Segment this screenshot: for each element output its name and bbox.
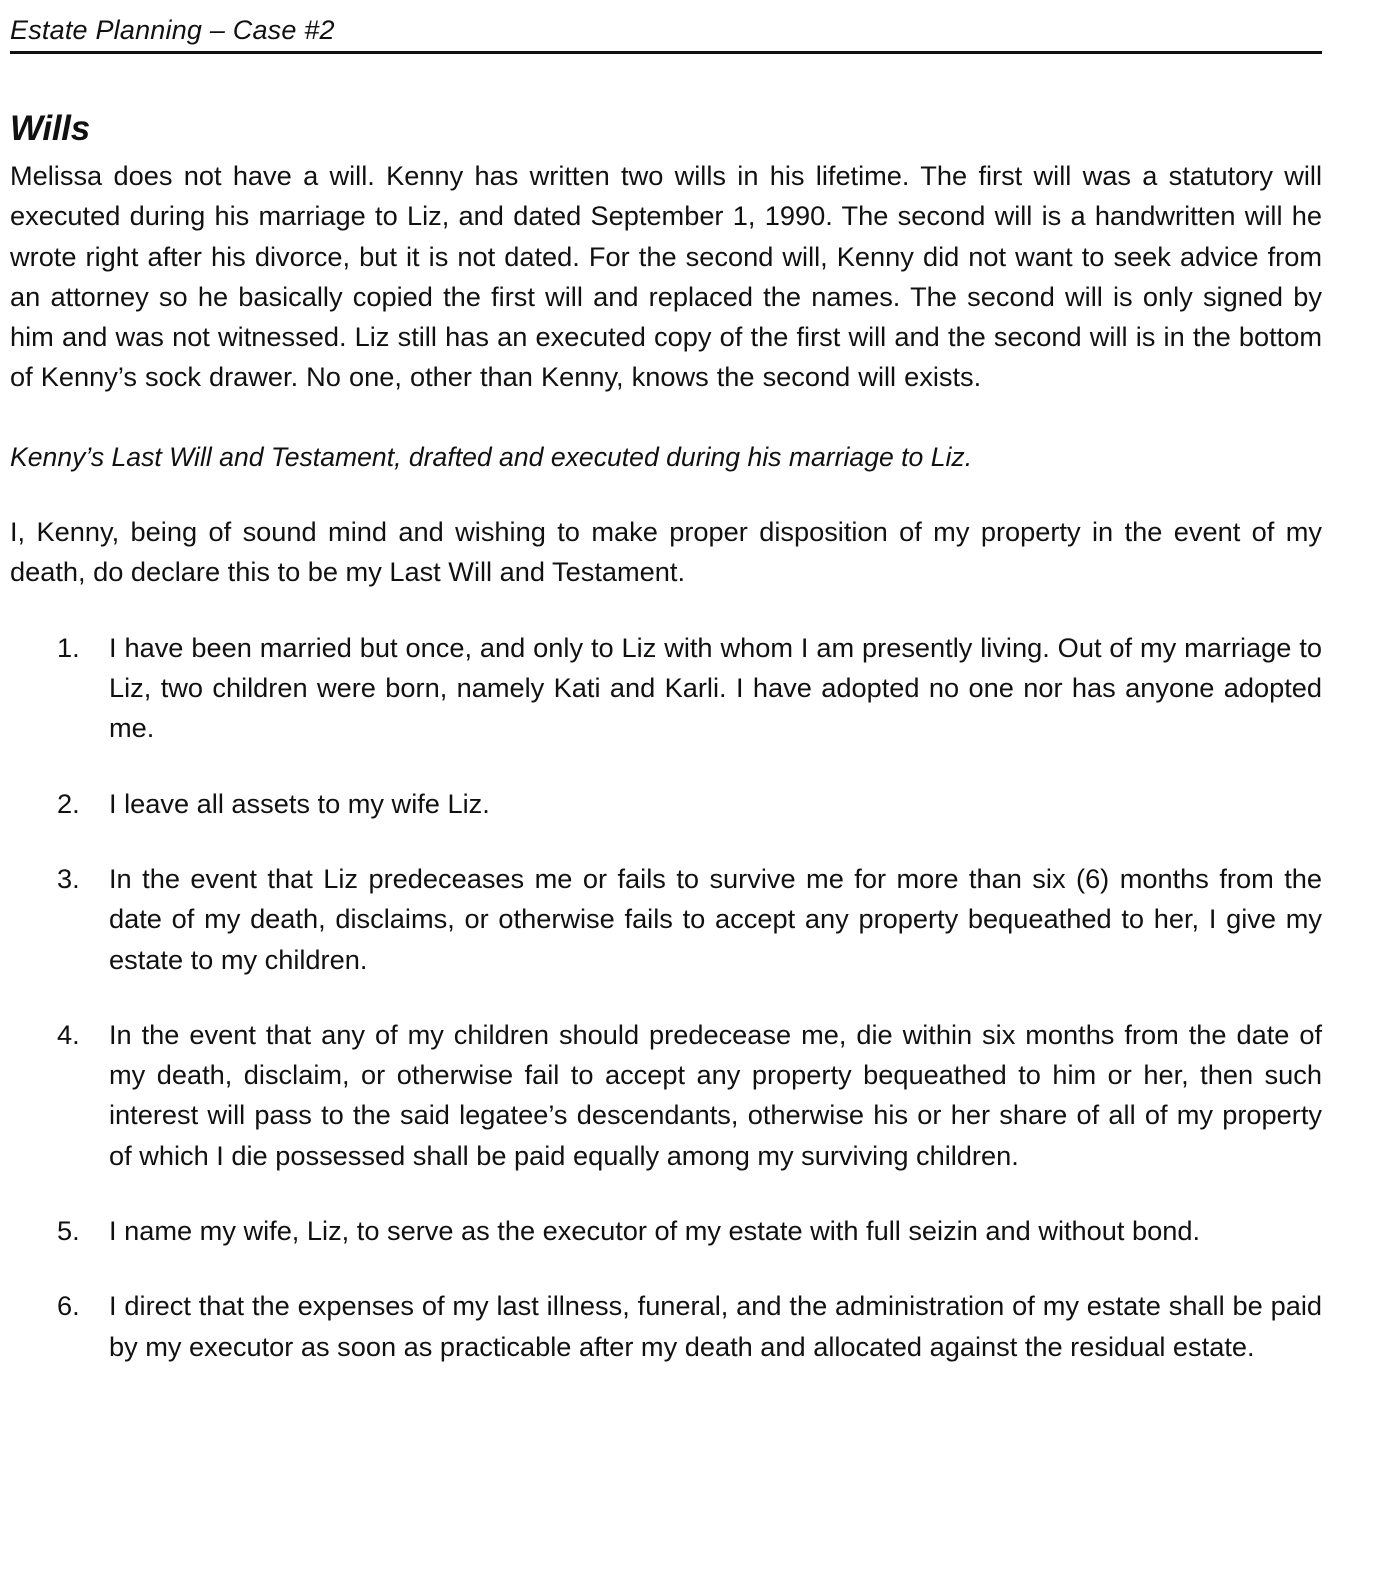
section-heading: Wills (10, 109, 90, 148)
section-body-paragraph: Melissa does not have a will. Kenny has written two wills in his lifetime. The first will was a statutory will executed during his marriage to Liz, and dated September 1, 1990. The second will is a handwritten will he wrote right after his divorce, but it is not dated. For the second will, Kenny did not want to seek advice from an attorney so he basically copied the first will and replaced the names. The second will is only signed by him and was not witnessed. Liz still has an executed copy of the first will and the second will is in the bottom of Kenny’s sock drawer. No one, other than Kenny, knows the second will exists. (10, 160, 1322, 393)
clause-number: 2. (57, 787, 80, 819)
clause-text: I name my wife, Liz, to serve as the executor of my estate with full seizin and without bond. (109, 1215, 1201, 1247)
running-header: Estate Planning – Case #2 (10, 0, 1322, 54)
clause-number: 3. (57, 862, 80, 894)
will-clause (10, 784, 1322, 824)
will-intro: I, Kenny, being of sound mind and wishing to make proper disposition of my property in the event of my death, do declare this to be my Last Will and Testament. (10, 515, 1322, 587)
document-page (10, 0, 1322, 1402)
will-caption: Kenny’s Last Will and Testament, drafted and executed during his marriage to Liz. (10, 441, 973, 472)
clause-number: 5. (57, 1215, 80, 1247)
clause-number: 6. (57, 1290, 80, 1322)
will-clause (10, 628, 1322, 749)
will-clause (10, 859, 1322, 980)
will-clause (10, 1015, 1322, 1176)
clause-number: 4. (57, 1018, 80, 1050)
clause-text: I direct that the expenses of my last illness, funeral, and the administration of my estate shall be paid by my executor as soon as practicable after my death and allocated against the residual estate. (109, 1290, 1322, 1362)
clause-text: I leave all assets to my wife Liz. (109, 787, 490, 819)
clause-number: 1. (57, 631, 80, 663)
will-clause-list (10, 628, 1322, 1367)
clause-text: In the event that any of my children should predecease me, die within six months from the date of my death, disclaim, or otherwise fail to accept any property bequeathed to him or her, then such interest will pass to the said legatee’s descendants, otherwise his or her share of all of my property of which I die possessed shall be paid equally among my surviving children. (109, 1018, 1322, 1171)
clause-text: In the event that Liz predeceases me or fails to survive me for more than six (6) months from the date of my death, disclaims, or otherwise fails to accept any property bequeathed to her, I give my estate to my children. (109, 862, 1322, 975)
clause-text: I have been married but once, and only to Liz with whom I am presently living. Out of my marriage to Liz, two children were born, namely Kati and Karli. I have adopted no one nor has anyone adopted me. (109, 631, 1322, 744)
will-clause (10, 1211, 1322, 1251)
will-clause (10, 1286, 1322, 1367)
